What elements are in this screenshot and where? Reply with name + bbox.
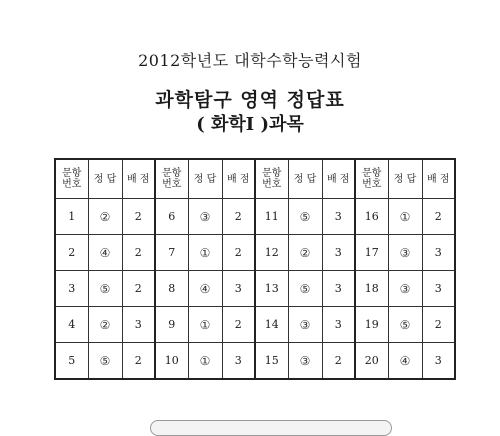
header-points: 배 점: [422, 159, 455, 199]
points-cell: 3: [322, 199, 355, 235]
points-cell: 3: [322, 235, 355, 271]
answer-cell: ④: [88, 235, 122, 271]
subject-name: 화학I: [211, 114, 255, 135]
subject-title: [0, 110, 500, 136]
points-cell: 3: [122, 307, 155, 343]
header-number: 문항 번호: [155, 159, 188, 199]
question-number: 12: [255, 235, 288, 271]
answer-cell: ④: [388, 343, 422, 380]
answer-cell: ②: [288, 235, 322, 271]
header-points: 배 점: [222, 159, 255, 199]
question-number: 7: [155, 235, 188, 271]
answer-cell: ①: [188, 307, 222, 343]
question-number: 2: [55, 235, 88, 271]
question-number: 13: [255, 271, 288, 307]
table-row: [55, 199, 455, 235]
table-row: [55, 307, 455, 343]
answer-cell: ②: [88, 307, 122, 343]
answer-cell: ⑤: [388, 307, 422, 343]
question-number: 18: [355, 271, 388, 307]
answer-table: [54, 158, 456, 380]
answer-cell: ⑤: [88, 271, 122, 307]
header-answer: 정 답: [188, 159, 222, 199]
subject-open-paren: (: [196, 114, 212, 135]
answer-sheet-title: 과학탐구 영역 정답표: [155, 89, 345, 111]
header-number: 문항 번호: [55, 159, 88, 199]
points-cell: 3: [422, 235, 455, 271]
answer-cell: ⑤: [88, 343, 122, 380]
answer-cell: ⑤: [288, 271, 322, 307]
question-number: 8: [155, 271, 188, 307]
question-number: 14: [255, 307, 288, 343]
question-number: 15: [255, 343, 288, 380]
question-number: 1: [55, 199, 88, 235]
question-number: 11: [255, 199, 288, 235]
points-cell: 2: [422, 307, 455, 343]
question-number: 16: [355, 199, 388, 235]
header-answer: 정 답: [88, 159, 122, 199]
points-cell: 2: [222, 199, 255, 235]
points-cell: 2: [122, 199, 155, 235]
points-cell: 3: [422, 271, 455, 307]
answer-cell: ②: [88, 199, 122, 235]
question-number: 4: [55, 307, 88, 343]
points-cell: 2: [222, 307, 255, 343]
answer-cell: ①: [388, 199, 422, 235]
table-row: [55, 343, 455, 380]
header-points: 배 점: [122, 159, 155, 199]
header-number: 문항 번호: [355, 159, 388, 199]
answer-cell: ③: [388, 235, 422, 271]
question-number: 19: [355, 307, 388, 343]
header-number: 문항 번호: [255, 159, 288, 199]
question-number: 17: [355, 235, 388, 271]
table-row: [55, 235, 455, 271]
points-cell: 2: [122, 235, 155, 271]
page-control-bar[interactable]: [150, 420, 392, 436]
answer-cell: ④: [188, 271, 222, 307]
answer-cell: ⑤: [288, 199, 322, 235]
question-number: 3: [55, 271, 88, 307]
points-cell: 3: [222, 343, 255, 380]
header-row: [55, 159, 455, 199]
question-number: 5: [55, 343, 88, 380]
points-cell: 3: [322, 271, 355, 307]
question-number: 6: [155, 199, 188, 235]
question-number: 10: [155, 343, 188, 380]
header-answer: 정 답: [288, 159, 322, 199]
points-cell: 3: [422, 343, 455, 380]
answer-cell: ③: [188, 199, 222, 235]
answer-cell: ①: [188, 235, 222, 271]
points-cell: 2: [122, 343, 155, 380]
answer-cell: ①: [188, 343, 222, 380]
header-answer: 정 답: [388, 159, 422, 199]
header-points: 배 점: [322, 159, 355, 199]
subject-close: )과목: [254, 114, 304, 135]
points-cell: 2: [222, 235, 255, 271]
question-number: 9: [155, 307, 188, 343]
question-number: 20: [355, 343, 388, 380]
answer-cell: ③: [288, 307, 322, 343]
points-cell: 2: [322, 343, 355, 380]
exam-title: 2012학년도 대학수학능력시험: [138, 51, 362, 70]
answer-cell: ③: [288, 343, 322, 380]
points-cell: 3: [222, 271, 255, 307]
answer-cell: ③: [388, 271, 422, 307]
points-cell: 3: [322, 307, 355, 343]
points-cell: 2: [122, 271, 155, 307]
table-row: [55, 271, 455, 307]
points-cell: 2: [422, 199, 455, 235]
